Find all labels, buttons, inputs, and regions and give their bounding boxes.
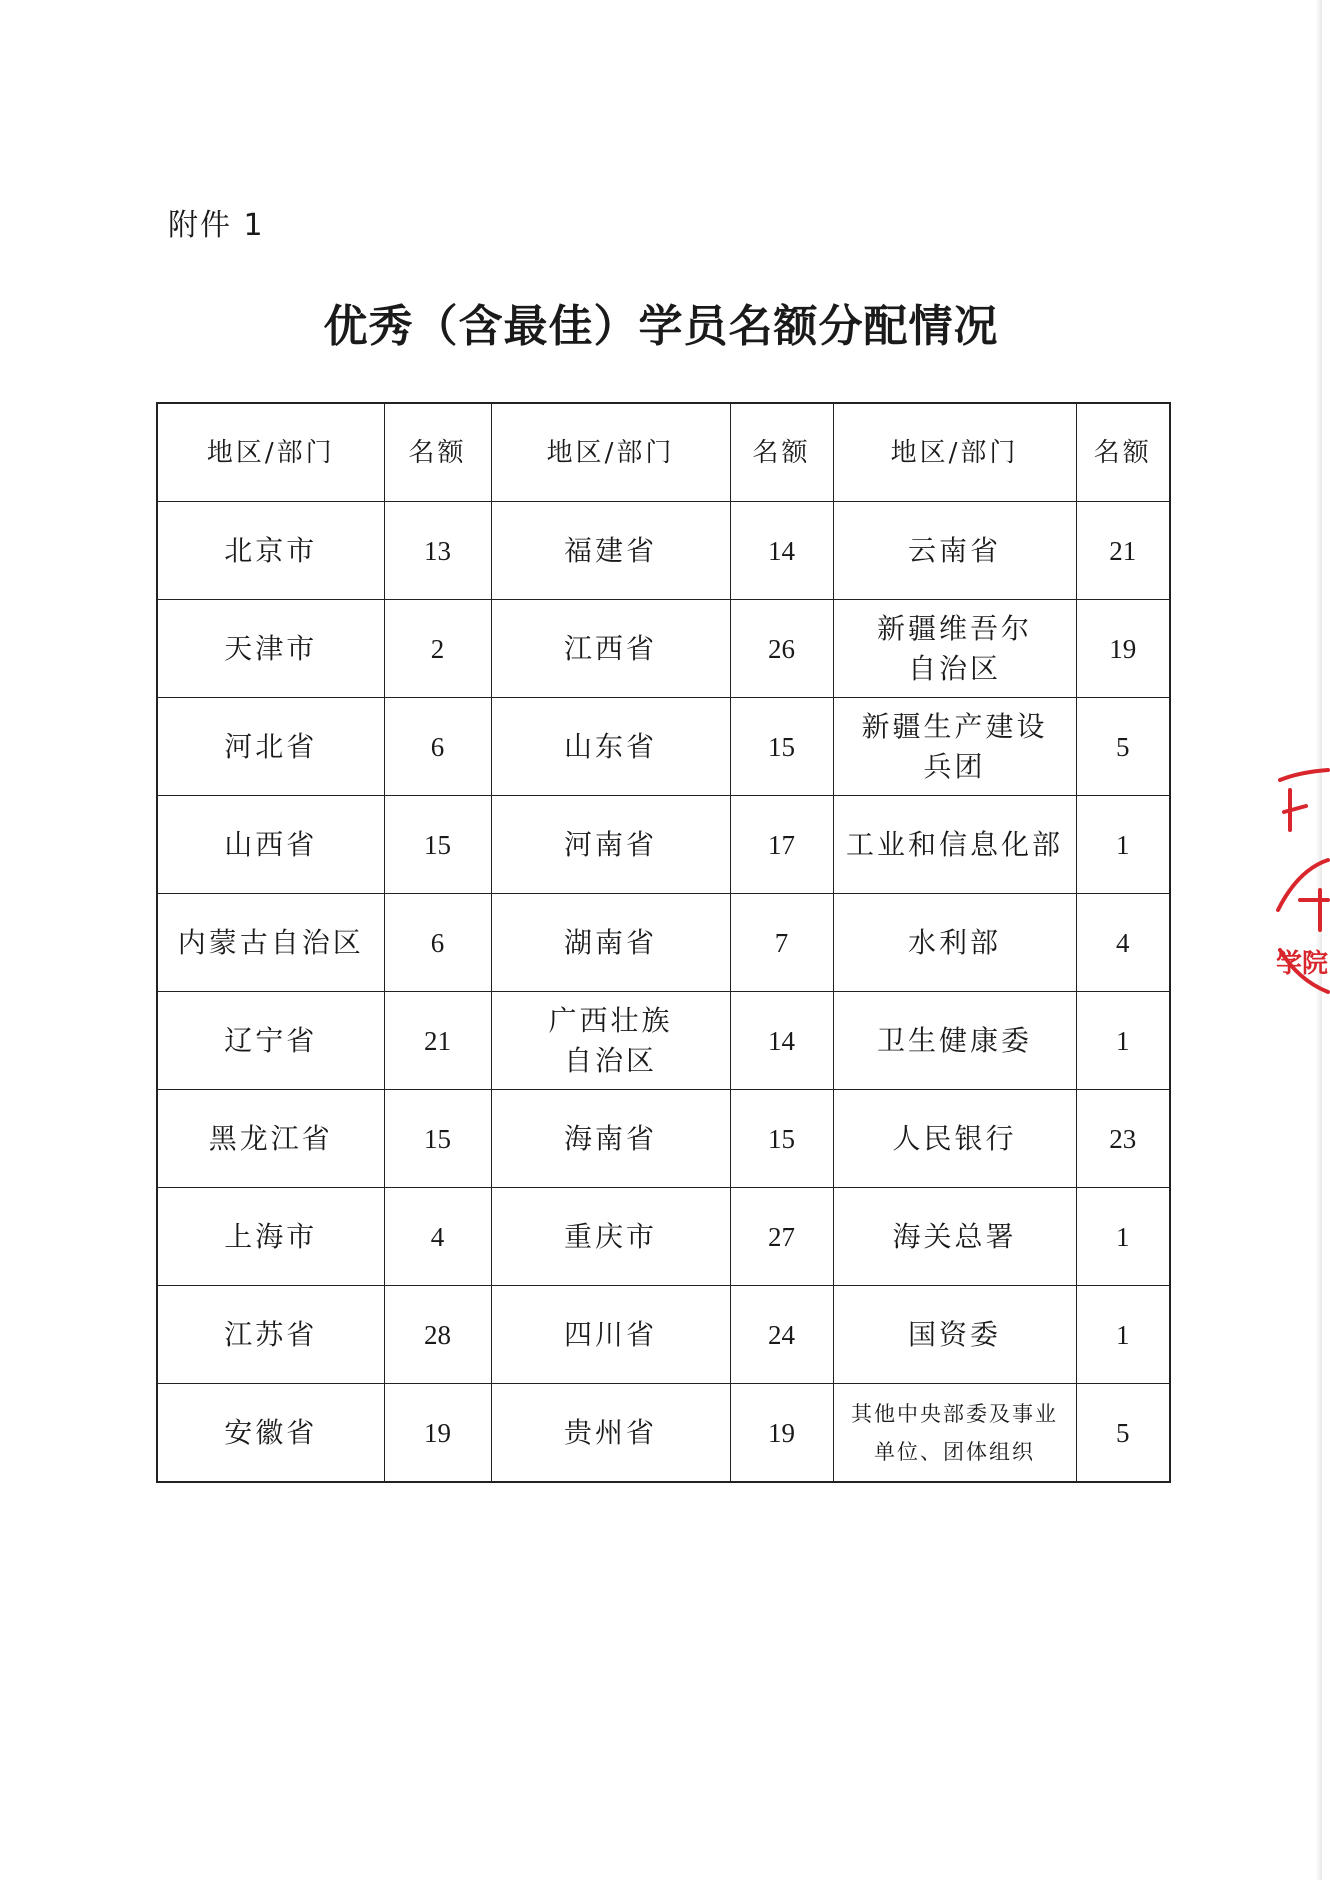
region-cell: 安徽省 [157,1384,384,1483]
quota-cell: 15 [384,796,491,894]
quota-cell: 27 [730,1188,833,1286]
region-cell: 重庆市 [491,1188,730,1286]
header-quota: 名额 [1076,403,1170,502]
svg-text:学院: 学院 [1276,949,1329,979]
table-header-row [157,403,1170,502]
quota-cell: 13 [384,502,491,600]
region-cell: 新疆维吾尔 自治区 [833,600,1076,698]
region-cell: 海南省 [491,1090,730,1188]
header-region: 地区/部门 [157,403,384,502]
attachment-label: 附件 1 [168,208,265,243]
region-cell: 辽宁省 [157,992,384,1090]
region-cell: 上海市 [157,1188,384,1286]
quota-cell: 2 [384,600,491,698]
quota-cell: 15 [384,1090,491,1188]
region-cell: 贵州省 [491,1384,730,1483]
quota-cell: 7 [730,894,833,992]
quota-cell: 19 [1076,600,1170,698]
region-cell: 黑龙江省 [157,1090,384,1188]
region-cell: 北京市 [157,502,384,600]
table-row [157,1090,1170,1188]
region-cell: 海关总署 [833,1188,1076,1286]
quota-cell: 4 [384,1188,491,1286]
header-region: 地区/部门 [491,403,730,502]
region-cell: 内蒙古自治区 [157,894,384,992]
quota-cell: 14 [730,992,833,1090]
region-cell: 天津市 [157,600,384,698]
quota-cell: 24 [730,1286,833,1384]
quota-cell: 15 [730,1090,833,1188]
table-row [157,796,1170,894]
region-cell: 国资委 [833,1286,1076,1384]
region-cell: 水利部 [833,894,1076,992]
document-title: 优秀（含最佳）学员名额分配情况 [323,301,999,352]
quota-cell: 14 [730,502,833,600]
quota-cell: 6 [384,894,491,992]
header-quota: 名额 [384,403,491,502]
quota-cell: 23 [1076,1090,1170,1188]
region-cell: 山西省 [157,796,384,894]
header-region: 地区/部门 [833,403,1076,502]
region-cell: 福建省 [491,502,730,600]
quota-table [156,402,1171,1483]
quota-cell: 17 [730,796,833,894]
table-row [157,1188,1170,1286]
quota-cell: 1 [1076,796,1170,894]
table-row [157,1286,1170,1384]
quota-cell: 5 [1076,698,1170,796]
quota-cell: 15 [730,698,833,796]
seal-icon [1270,750,1330,1010]
quota-cell: 28 [384,1286,491,1384]
region-cell: 河北省 [157,698,384,796]
quota-cell: 5 [1076,1384,1170,1483]
quota-cell: 21 [384,992,491,1090]
quota-cell: 26 [730,600,833,698]
table-row [157,600,1170,698]
region-cell: 江苏省 [157,1286,384,1384]
region-cell: 江西省 [491,600,730,698]
quota-cell: 1 [1076,992,1170,1090]
quota-cell: 1 [1076,1286,1170,1384]
quota-cell: 19 [730,1384,833,1483]
table-row [157,992,1170,1090]
table-row [157,698,1170,796]
region-cell: 卫生健康委 [833,992,1076,1090]
official-seal-fragment [1270,750,1330,1010]
region-cell: 云南省 [833,502,1076,600]
region-cell: 广西壮族 自治区 [491,992,730,1090]
region-cell: 湖南省 [491,894,730,992]
quota-cell: 1 [1076,1188,1170,1286]
quota-cell: 6 [384,698,491,796]
region-cell: 新疆生产建设 兵团 [833,698,1076,796]
region-cell: 四川省 [491,1286,730,1384]
quota-cell: 4 [1076,894,1170,992]
header-quota: 名额 [730,403,833,502]
table-row [157,1384,1170,1483]
table-row [157,502,1170,600]
region-cell: 其他中央部委及事业 单位、团体组织 [833,1384,1076,1483]
region-cell: 河南省 [491,796,730,894]
region-cell: 人民银行 [833,1090,1076,1188]
region-cell: 工业和信息化部 [833,796,1076,894]
quota-cell: 19 [384,1384,491,1483]
table-row [157,894,1170,992]
quota-cell: 21 [1076,502,1170,600]
region-cell: 山东省 [491,698,730,796]
